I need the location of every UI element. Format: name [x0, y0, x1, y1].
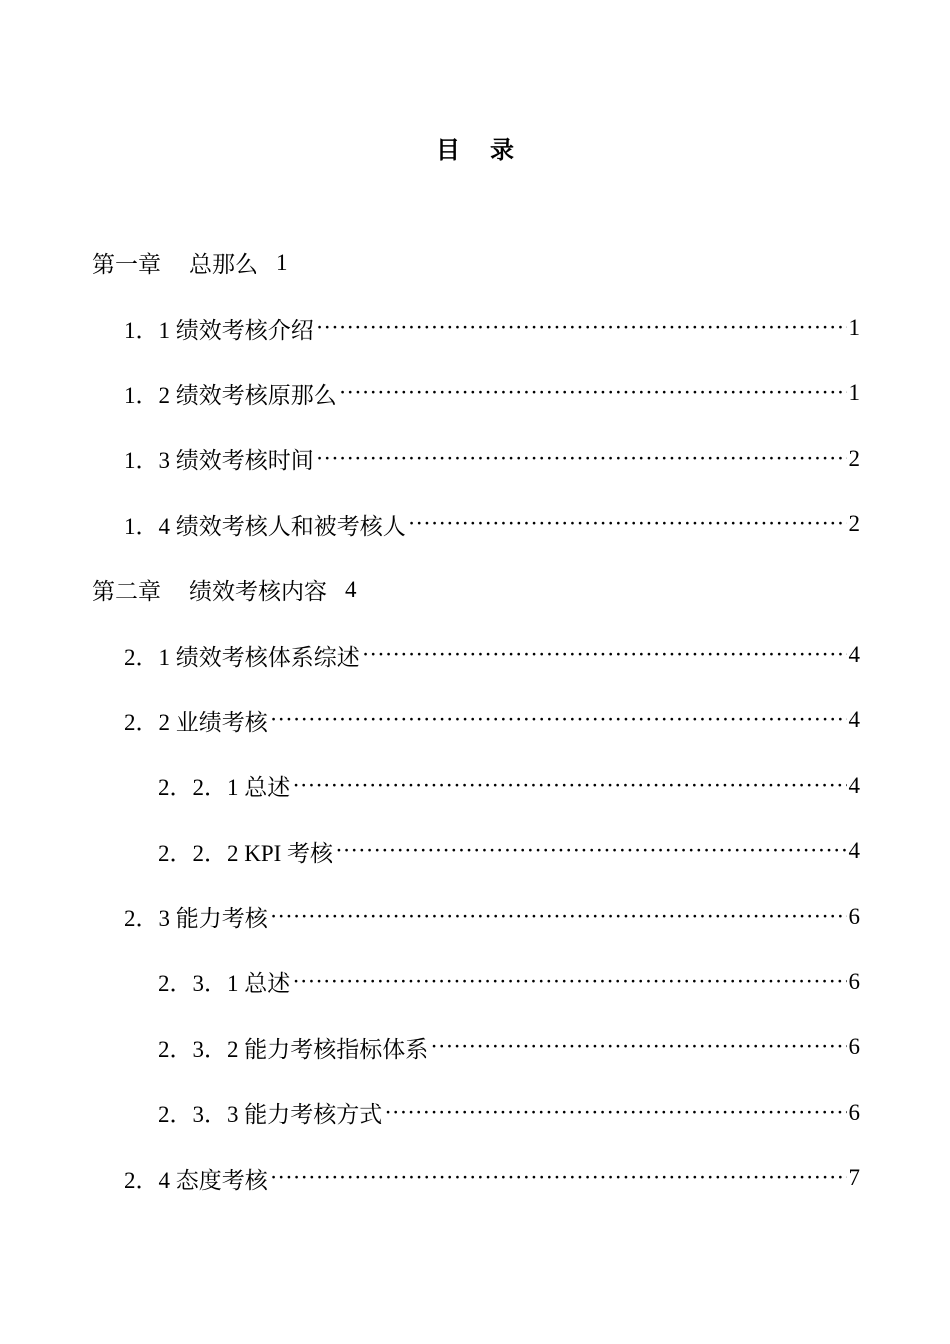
dot-leader [292, 773, 846, 799]
dot-leader [270, 904, 847, 930]
dot-leader [335, 838, 846, 864]
chapter-title: 总那么 [189, 252, 258, 278]
entry-title: 2．3 能力考核 [124, 906, 268, 932]
dot-leader [362, 642, 847, 668]
entry-page-number: 6 [848, 968, 860, 994]
dot-leader [316, 315, 847, 341]
toc-chapter[interactable] [92, 557, 860, 622]
entry-page-number: 2 [848, 445, 860, 471]
toc-entry[interactable] [92, 426, 860, 491]
toc-entry[interactable] [92, 1145, 860, 1210]
dot-leader [270, 707, 847, 733]
entry-page-number: 1 [848, 315, 860, 341]
toc-subentry[interactable] [92, 819, 860, 884]
toc-entry[interactable] [92, 361, 860, 426]
dot-leader [292, 969, 846, 995]
entry-page-number: 4 [848, 642, 860, 668]
dot-leader [408, 511, 847, 537]
entry-title: 2．2 业绩考核 [124, 709, 268, 735]
toc-subentry[interactable] [92, 1080, 860, 1145]
dot-leader [316, 446, 847, 472]
chapter-page-number: 1 [276, 249, 288, 275]
toc-list [92, 230, 860, 1211]
entry-title: 1．4 绩效考核人和被考核人 [124, 513, 406, 539]
entry-title: 1．1 绩效考核介绍 [124, 317, 314, 343]
toc-subentry[interactable] [92, 1015, 860, 1080]
entry-title: 2．3．1 总述 [158, 971, 291, 997]
entry-page-number: 6 [848, 903, 860, 929]
chapter-label: 第二章 [92, 579, 161, 605]
entry-title: 2．4 态度考核 [124, 1167, 268, 1193]
toc-entry[interactable] [92, 688, 860, 753]
entry-title: 1．3 绩效考核时间 [124, 448, 314, 474]
entry-page-number: 7 [848, 1165, 860, 1191]
chapter-page-number: 4 [345, 576, 357, 602]
entry-title: 1．2 绩效考核原那么 [124, 382, 337, 408]
toc-subentry[interactable] [92, 949, 860, 1014]
entry-page-number: 4 [848, 707, 860, 733]
entry-title: 2．3．3 能力考核方式 [158, 1102, 383, 1128]
chapter-label: 第一章 [92, 252, 161, 278]
toc-subentry[interactable] [92, 753, 860, 818]
entry-page-number: 1 [848, 380, 860, 406]
entry-page-number: 4 [848, 772, 860, 798]
entry-page-number: 6 [848, 1034, 860, 1060]
chapter-title: 绩效考核内容 [189, 579, 327, 605]
toc-entry[interactable] [92, 295, 860, 360]
dot-leader [339, 380, 847, 406]
entry-title: 2．1 绩效考核体系综述 [124, 644, 360, 670]
entry-page-number: 2 [848, 511, 860, 537]
toc-entry[interactable] [92, 884, 860, 949]
dot-leader [430, 1034, 846, 1060]
toc-title: 目录 [436, 138, 544, 164]
entry-page-number: 6 [848, 1099, 860, 1125]
toc-chapter[interactable] [92, 230, 860, 295]
toc-entry[interactable] [92, 622, 860, 687]
entry-title: 2．3．2 能力考核指标体系 [158, 1036, 429, 1062]
entry-title: 2．2．1 总述 [158, 775, 291, 801]
dot-leader [270, 1165, 847, 1191]
dot-leader [384, 1100, 846, 1126]
entry-title: 2．2．2 KPI 考核 [158, 840, 334, 866]
entry-page-number: 4 [848, 838, 860, 864]
toc-entry[interactable] [92, 492, 860, 557]
